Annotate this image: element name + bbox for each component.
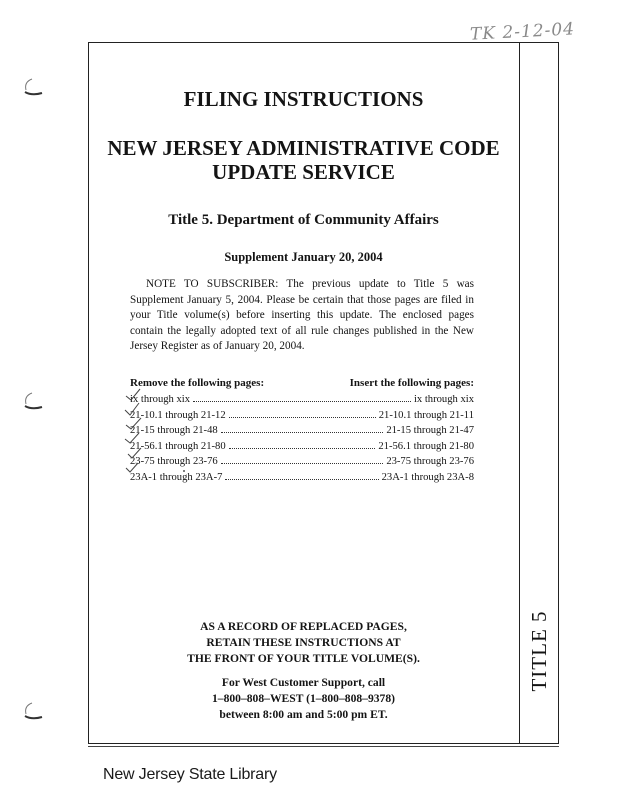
page-row — [130, 454, 474, 470]
pages-header — [130, 377, 474, 389]
handwritten-note: TK 2-12-04 — [469, 19, 576, 45]
record-instructions: AS A RECORD OF REPLACED PAGES, RETAIN THESE INSTRUCTIONS AT THE FRONT OF YOUR TITLE VOLUME(S). — [187, 620, 420, 665]
remove-range: 21-56.1 through 21-80 — [130, 440, 226, 452]
insert-range: 23-75 through 23-76 — [386, 456, 474, 468]
punch-hole-mark — [22, 76, 46, 98]
page-row — [130, 408, 474, 424]
insert-header: Insert the following pages: — [349, 377, 474, 389]
subscriber-note: NOTE TO SUBSCRIBER: The previous update to Title 5 was Supplement January 5, 2004. Please be certain that those pages are filed in your Title volume(s) before inserting this update. The enclosed pages contain the legally adopted text of all rule changes published in the New Jersey Register as of January 20, 2004. — [130, 278, 474, 353]
insert-range: ix through xix — [413, 394, 474, 405]
customer-support: For West Customer Support, call 1–800–808–WEST (1–800–808–9378) between 8:00 am and 5:00 pm ET. — [211, 676, 396, 721]
page-row — [130, 439, 474, 455]
supplement-date: Supplement January 20, 2004 — [224, 250, 383, 264]
page-title: FILING INSTRUCTIONS — [183, 87, 424, 111]
insert-range: 21-15 through 21-47 — [386, 425, 474, 437]
remove-range: 23A-1 through 23A-7 — [130, 471, 223, 483]
punch-hole-mark — [22, 700, 46, 722]
remove-range: ix through xix — [130, 394, 191, 405]
page-list — [130, 392, 474, 486]
page-row — [130, 470, 474, 486]
remove-header: Remove the following pages: — [130, 377, 265, 389]
insert-range: 21-56.1 through 21-80 — [378, 440, 474, 452]
speck — [183, 470, 185, 472]
page-row — [130, 392, 474, 408]
remove-range: 23-75 through 23-76 — [130, 456, 218, 468]
code-subtitle: UPDATE SERVICE — [212, 160, 395, 184]
punch-hole-mark — [22, 390, 46, 412]
remove-range: 21-15 through 21-48 — [130, 425, 218, 437]
tab-divider — [519, 42, 520, 744]
title-section: Title 5. Department of Community Affairs — [168, 212, 439, 228]
library-stamp: New Jersey State Library — [103, 766, 277, 783]
insert-range: 23A-1 through 23A-8 — [381, 471, 474, 483]
frame-bottom-rule — [88, 746, 559, 747]
remove-range: 21-10.1 through 21-12 — [130, 409, 226, 421]
tab-label: TITLE 5 — [527, 610, 551, 692]
page-row — [130, 423, 474, 439]
code-title: NEW JERSEY ADMINISTRATIVE CODE — [107, 136, 500, 160]
handwritten-check-marks — [124, 388, 152, 478]
insert-range: 21-10.1 through 21-11 — [378, 409, 474, 421]
